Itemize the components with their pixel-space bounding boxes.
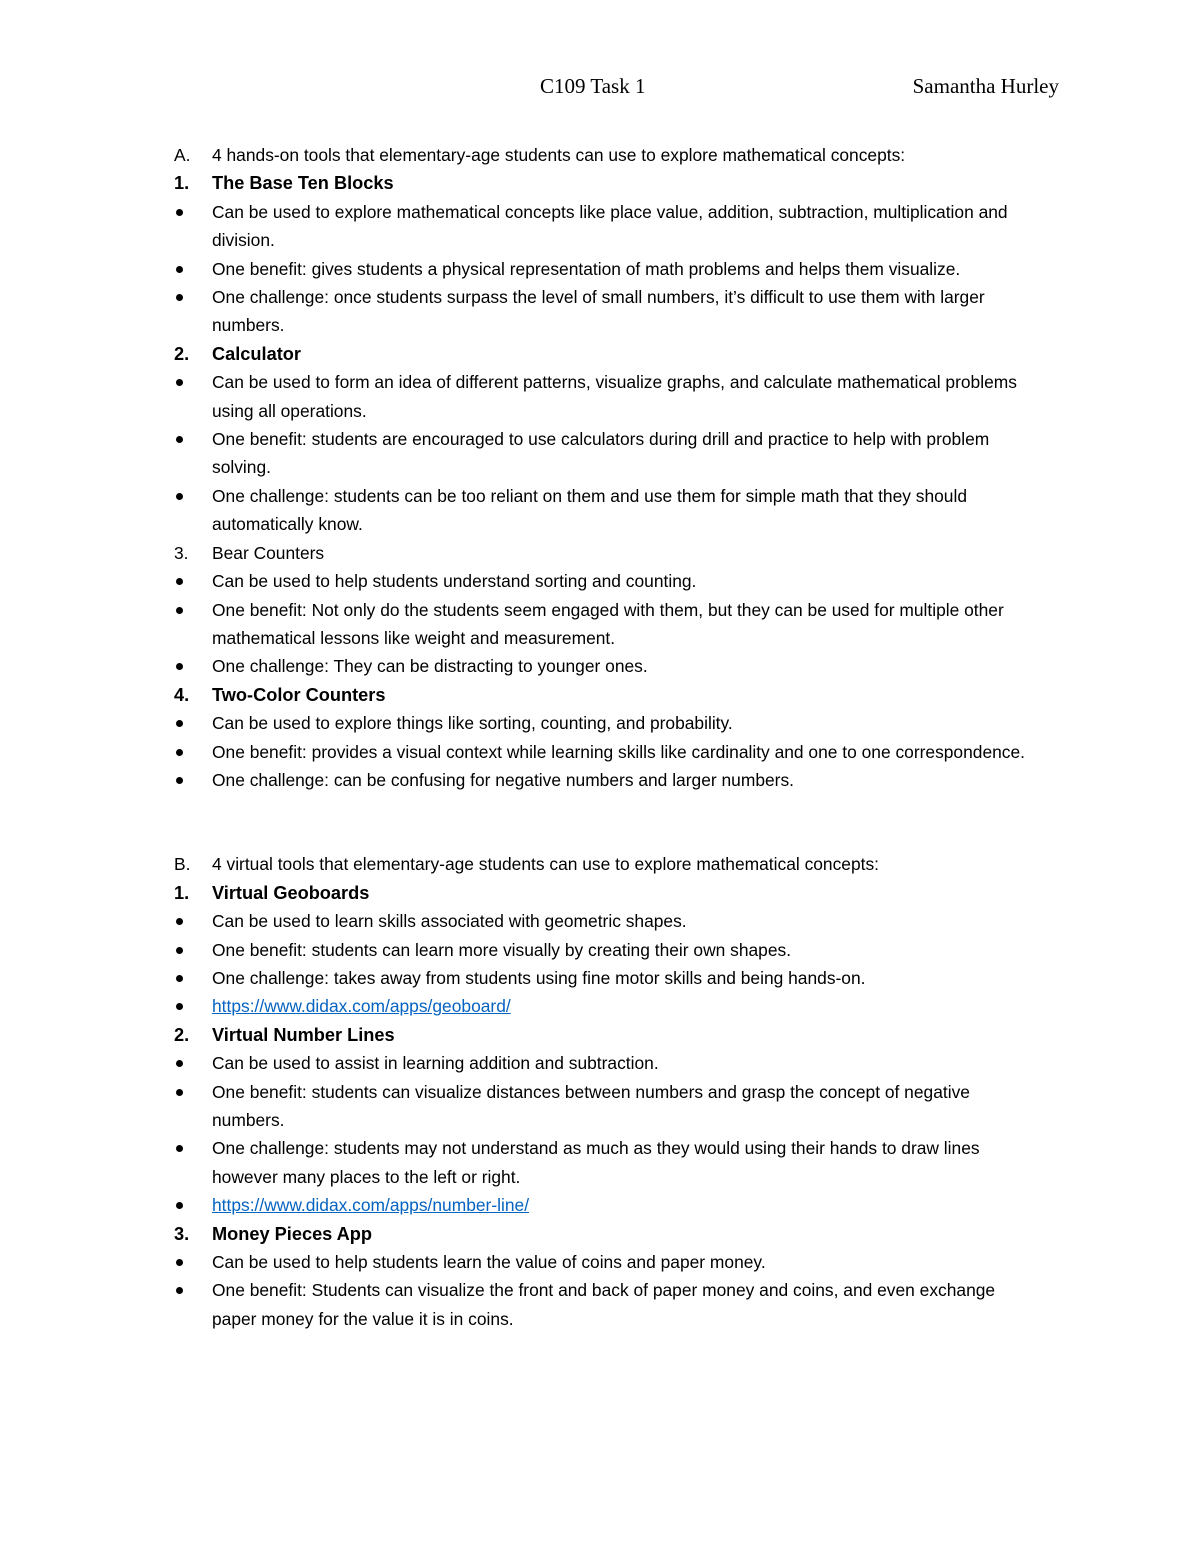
bullet-item <box>0 766 1042 794</box>
tool-heading <box>0 879 1042 907</box>
section-intro <box>0 141 1042 169</box>
bullet-item <box>0 255 1042 283</box>
bullet-text: One challenge: takes away from students using fine motor skills and being hands-on. <box>212 967 866 988</box>
tool-number: 2. <box>174 1024 190 1045</box>
bullet-icon <box>176 294 183 301</box>
bullet-text: Can be used to help students learn the value of coins and paper money. <box>212 1252 766 1273</box>
document-body <box>0 141 1200 1333</box>
bullet-icon <box>176 209 183 216</box>
tool-heading <box>0 1021 1042 1049</box>
bullet-icon <box>176 607 183 614</box>
tool-number: 4. <box>174 684 190 705</box>
bullet-item <box>0 283 1042 340</box>
bullet-item <box>0 368 1042 425</box>
bullet-item <box>0 652 1042 680</box>
bullet-text: Can be used to explore mathematical concepts like place value, addition, subtraction, multiplication and division. <box>212 201 1008 251</box>
tool-heading <box>0 539 1042 567</box>
bullet-item <box>0 425 1042 482</box>
header-title: C109 Task 1 <box>540 74 646 98</box>
tool-title: The Base Ten Blocks <box>212 173 394 194</box>
tool-title: Calculator <box>212 343 301 364</box>
bullet-icon <box>176 1003 183 1010</box>
tool-heading <box>0 169 1042 197</box>
bullet-item <box>0 1248 1042 1276</box>
bullet-icon <box>176 1259 183 1266</box>
bullet-text: Can be used to learn skills associated with geometric shapes. <box>212 911 687 932</box>
bullet-item <box>0 1078 1042 1135</box>
tool-number: 1. <box>174 882 190 903</box>
bullet-icon <box>176 918 183 925</box>
tool-number: 1. <box>174 173 190 194</box>
tool-title: Virtual Number Lines <box>212 1024 395 1045</box>
bullet-item <box>0 596 1042 653</box>
tool-title: Virtual Geoboards <box>212 882 370 903</box>
bullet-item <box>0 907 1042 935</box>
bullet-item <box>0 482 1042 539</box>
bullet-icon <box>176 1287 183 1294</box>
section-marker: B. <box>174 854 191 875</box>
bullet-icon <box>176 379 183 386</box>
section-intro-text: 4 virtual tools that elementary-age students can use to explore mathematical concepts: <box>212 854 880 875</box>
tool-title: Bear Counters <box>212 542 325 563</box>
bullet-icon <box>176 1202 183 1209</box>
resource-link[interactable]: https://www.didax.com/apps/number-line/ <box>212 1195 530 1216</box>
bullet-text: One challenge: They can be distracting to younger ones. <box>212 656 648 677</box>
bullet-item <box>0 198 1042 255</box>
bullet-icon <box>176 663 183 670</box>
section-b <box>0 850 1200 1333</box>
bullet-item <box>0 1134 1042 1191</box>
bullet-icon <box>176 749 183 756</box>
bullet-item <box>0 964 1042 992</box>
section-a <box>0 141 1200 794</box>
tool-title: Two-Color Counters <box>212 684 386 705</box>
section-intro-text: 4 hands-on tools that elementary-age students can use to explore mathematical concepts: <box>212 145 906 165</box>
bullet-text: One challenge: students can be too reliant on them and use them for simple math that they should automatically know. <box>212 485 968 535</box>
bullet-icon <box>176 720 183 727</box>
tool-number: 3. <box>174 542 189 563</box>
bullet-text: Can be used to assist in learning addition and subtraction. <box>212 1053 659 1074</box>
bullet-text: One benefit: Students can visualize the front and back of paper money and coins, and even exchange paper money for the value it is in coins. <box>212 1280 996 1329</box>
bullet-icon <box>176 975 183 982</box>
bullet-text: One benefit: Not only do the students seem engaged with them, but they can be used for multiple other mathematical lessons like weight and measurement. <box>212 599 1004 648</box>
bullet-item <box>0 709 1042 737</box>
tool-heading <box>0 681 1042 709</box>
bullet-item <box>0 1049 1042 1077</box>
bullet-item <box>0 738 1042 766</box>
header-author: Samantha Hurley <box>912 74 1059 98</box>
tool-title: Money Pieces App <box>212 1223 373 1244</box>
section-marker: A. <box>174 145 191 165</box>
bullet-item <box>0 936 1042 964</box>
section-spacer <box>0 794 1200 850</box>
bullet-text: One challenge: students may not understand as much as they would using their hands to draw lines however many places to the left or right. <box>212 1138 980 1187</box>
bullet-text: One challenge: once students surpass the level of small numbers, it’s difficult to use them with larger numbers. <box>212 287 985 336</box>
tool-number: 3. <box>174 1223 190 1244</box>
tool-number: 2. <box>174 343 190 364</box>
bullet-item <box>0 567 1042 595</box>
bullet-icon <box>176 578 183 585</box>
resource-link[interactable]: https://www.didax.com/apps/geoboard/ <box>212 996 511 1017</box>
bullet-icon <box>176 1145 183 1152</box>
bullet-icon <box>176 1060 183 1067</box>
bullet-icon <box>176 1089 183 1096</box>
bullet-item <box>0 1191 1042 1219</box>
bullet-text: One benefit: students can learn more visually by creating their own shapes. <box>212 939 792 960</box>
bullet-icon <box>176 436 183 443</box>
bullet-icon <box>176 947 183 954</box>
bullet-text: One benefit: students are encouraged to use calculators during drill and practice to help with problem solving. <box>212 429 990 478</box>
bullet-text: One benefit: provides a visual context while learning skills like cardinality and one to one correspondence. <box>212 741 1025 762</box>
bullet-icon <box>176 266 183 273</box>
bullet-text: Can be used to help students understand sorting and counting. <box>212 571 697 592</box>
bullet-text: One challenge: can be confusing for negative numbers and larger numbers. <box>212 769 794 790</box>
bullet-text: Can be used to form an idea of different patterns, visualize graphs, and calculate mathematical problems using all operations. <box>212 372 1017 421</box>
tool-heading <box>0 340 1042 368</box>
bullet-icon <box>176 777 183 784</box>
bullet-text: Can be used to explore things like sorting, counting, and probability. <box>212 713 733 734</box>
bullet-icon <box>176 493 183 500</box>
bullet-item <box>0 1276 1042 1333</box>
bullet-item <box>0 992 1042 1020</box>
section-intro <box>0 850 1042 878</box>
tool-heading <box>0 1220 1042 1248</box>
bullet-text: One benefit: students can visualize distances between numbers and grasp the concept of negative numbers. <box>212 1081 970 1130</box>
bullet-text: One benefit: gives students a physical representation of math problems and helps them visualize. <box>212 258 961 279</box>
